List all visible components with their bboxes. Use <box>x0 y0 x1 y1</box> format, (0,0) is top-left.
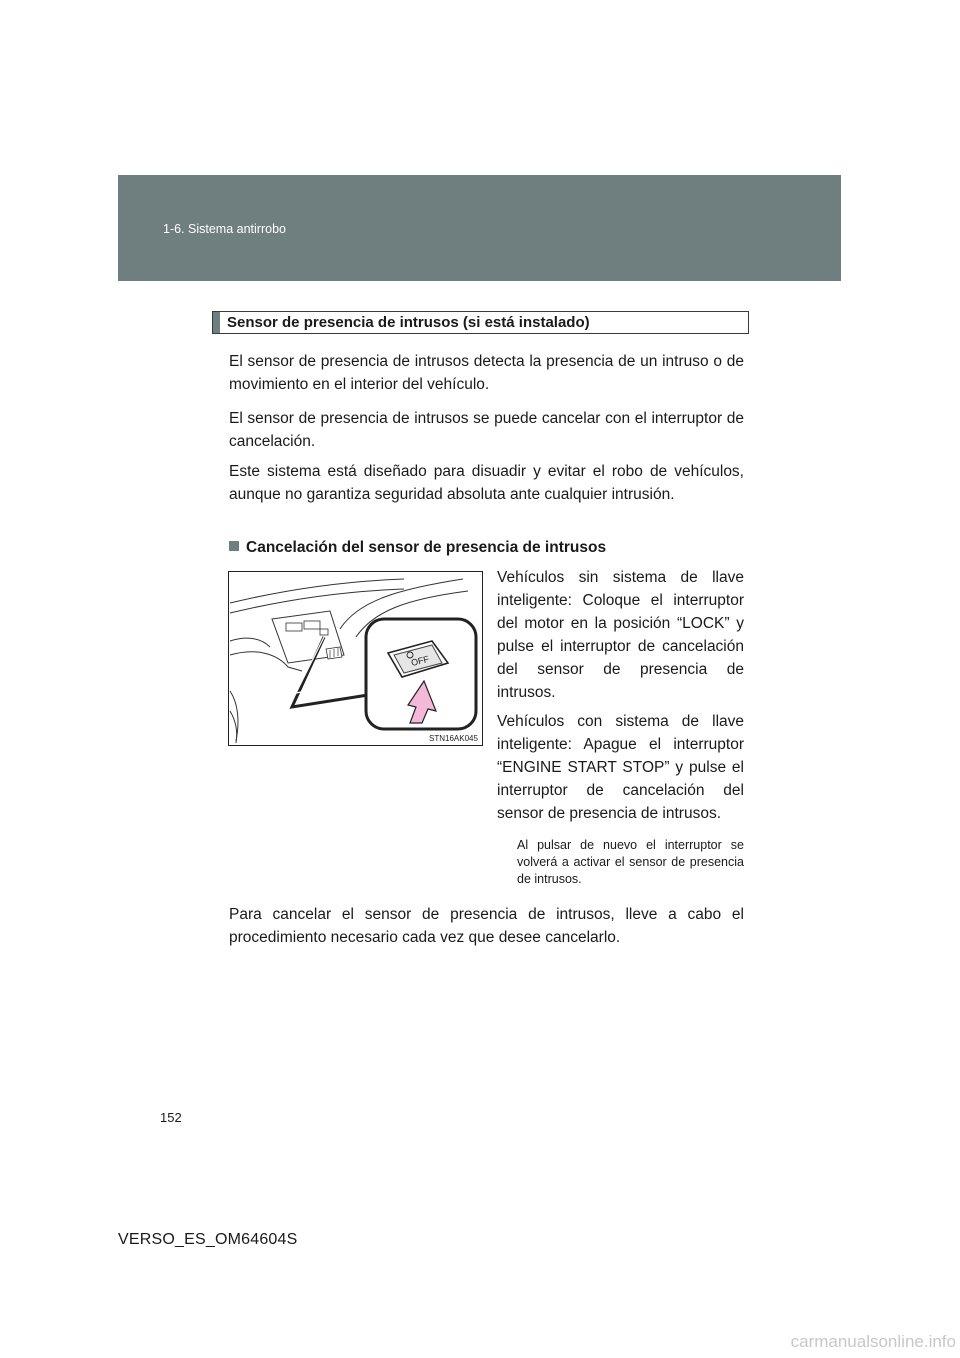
header-band <box>118 175 841 281</box>
switch-off-label: OFF <box>410 653 430 668</box>
subheading <box>229 539 606 557</box>
section-title-box <box>212 311 749 334</box>
instruction-smart-key: Vehículos con sistema de llave inteligente: Apague el interruptor “ENGINE START STOP” y pulse el interruptor de cancelación del sensor de presencia de intrusos. <box>497 713 744 822</box>
figure-code: STN16AK045 <box>429 734 478 743</box>
square-bullet-icon <box>229 541 239 551</box>
section-title: Sensor de presencia de intrusos (si está instalado) <box>227 314 590 331</box>
note-reactivate: Al pulsar de nuevo el interruptor se volverá a activar el sensor de presencia de intrusos. <box>517 838 744 886</box>
watermark: carmanualsonline.info <box>790 1332 956 1351</box>
overhead-console-illustration <box>228 571 483 746</box>
paragraph-closing: Para cancelar el sensor de presencia de intrusos, lleve a cabo el procedimiento necesario cada vez que desee cancelarlo. <box>229 906 744 946</box>
paragraph-cancel: El sensor de presencia de intrusos se puede cancelar con el interruptor de cancelación. <box>229 410 744 450</box>
subheading-text: Cancelación del sensor de presencia de intrusos <box>246 539 607 556</box>
paragraph-purpose: Este sistema está diseñado para disuadir y evitar el robo de vehículos, aunque no garantiza seguridad absoluta ante cualquier intrusión. <box>229 463 744 503</box>
figure-intrusion-switch <box>228 571 483 746</box>
paragraph-intro: El sensor de presencia de intrusos detecta la presencia de un intruso o de movimiento en el interior del vehículo. <box>229 353 744 393</box>
page-number: 152 <box>160 1110 182 1125</box>
instruction-no-smart-key: Vehículos sin sistema de llave inteligente: Coloque el interruptor del motor en la posición “LOCK” y pulse el interruptor de cancelación del sensor de presencia de intrusos. <box>497 569 744 701</box>
document-code: VERSO_ES_OM64604S <box>118 1231 298 1248</box>
section-label: 1-6. Sistema antirrobo <box>163 222 286 236</box>
title-accent-bar <box>213 312 220 333</box>
